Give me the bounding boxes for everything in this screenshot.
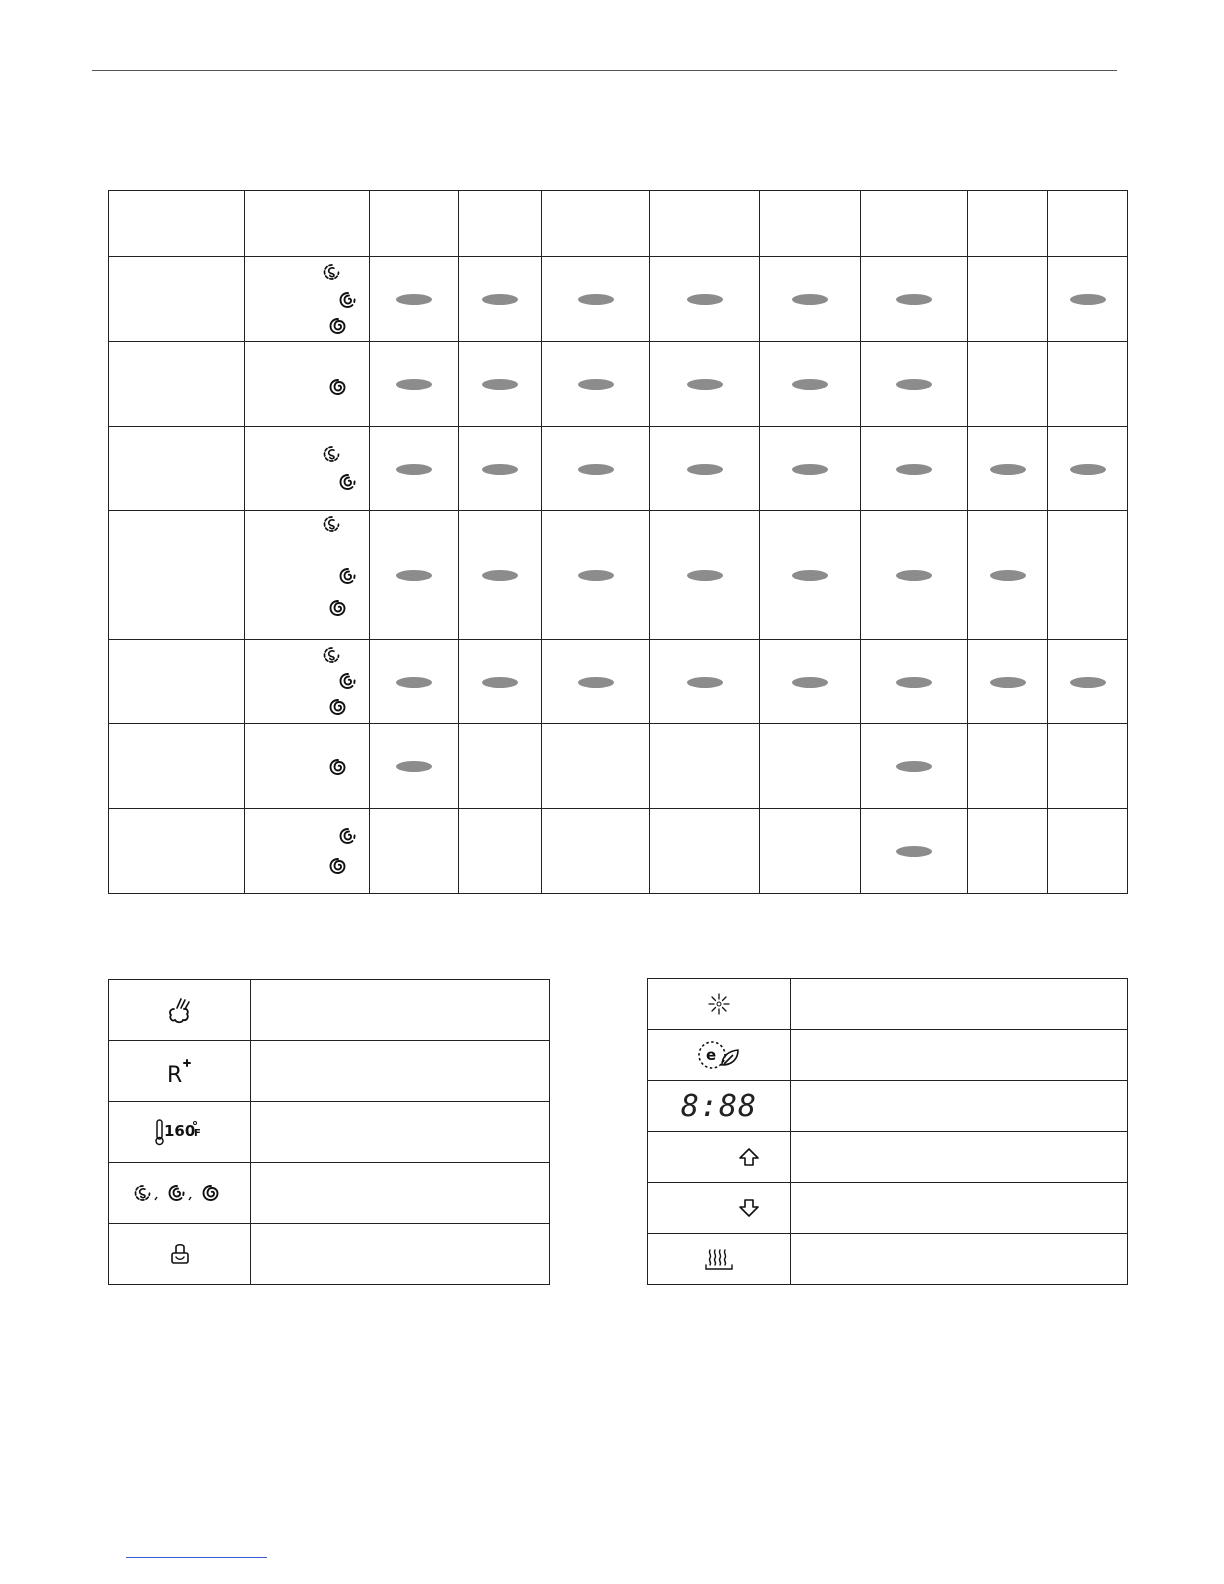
cycle-options-table [108, 190, 1128, 894]
header-cell-soil [245, 191, 370, 257]
table-header-row [109, 191, 1128, 257]
option-cell [861, 427, 968, 511]
option-available-indicator [990, 570, 1026, 581]
header-cell-option [760, 191, 861, 257]
option-available-indicator [482, 464, 518, 475]
option-available-indicator [1070, 677, 1106, 688]
cycle-name-cell [109, 809, 245, 894]
option-cell [760, 511, 861, 640]
header-cell-option [1048, 191, 1128, 257]
option-available-indicator [396, 677, 432, 688]
option-cell [459, 342, 542, 427]
soil-level-cell [245, 640, 370, 724]
legend-row [109, 1041, 550, 1102]
legend-icon-cell [109, 1224, 251, 1285]
legend-description-cell [251, 1224, 550, 1285]
option-cell [370, 640, 459, 724]
option-available-indicator [396, 294, 432, 305]
legend-description-cell [251, 1041, 550, 1102]
option-cell [861, 809, 968, 894]
legend-icon-cell [648, 1234, 791, 1285]
legend-icon-cell [109, 980, 251, 1041]
table-row [109, 257, 1128, 342]
legend-description-cell [791, 1030, 1128, 1081]
option-cell [760, 724, 861, 809]
legend-icon-cell [648, 979, 791, 1030]
cycle-name-cell [109, 257, 245, 342]
option-available-indicator [687, 379, 723, 390]
option-cell [968, 640, 1048, 724]
table-row [109, 427, 1128, 511]
option-cell [968, 257, 1048, 342]
option-available-indicator [578, 379, 614, 390]
soil-level-icons [132, 1180, 228, 1206]
option-cell [542, 640, 650, 724]
option-available-indicator [687, 677, 723, 688]
option-cell [968, 427, 1048, 511]
option-cell [650, 809, 760, 894]
heavy-soil-icon [329, 317, 347, 335]
legend-icon-cell [648, 1132, 791, 1183]
table-row [109, 640, 1128, 724]
option-cell [1048, 511, 1128, 640]
cycle-name-cell [109, 640, 245, 724]
legend-row [648, 1234, 1128, 1285]
light-soil-icon [135, 1186, 149, 1200]
light-soil-icon [323, 263, 341, 281]
option-cell [459, 427, 542, 511]
option-available-indicator [578, 570, 614, 581]
option-cell [542, 427, 650, 511]
option-available-indicator [482, 677, 518, 688]
option-cell [1048, 427, 1128, 511]
option-available-indicator [792, 677, 828, 688]
legend-icon-cell [109, 1163, 251, 1224]
cycle-name-cell [109, 724, 245, 809]
option-available-indicator [896, 570, 932, 581]
option-cell [968, 724, 1048, 809]
legend-row [648, 1081, 1128, 1132]
option-cell [370, 809, 459, 894]
option-available-indicator [396, 379, 432, 390]
option-cell [650, 342, 760, 427]
option-cell [861, 724, 968, 809]
sanitize-temperature-unit: F [193, 1128, 201, 1139]
option-available-indicator [578, 294, 614, 305]
option-cell [459, 724, 542, 809]
option-available-indicator [896, 379, 932, 390]
option-cell [650, 511, 760, 640]
option-available-indicator [792, 294, 828, 305]
option-available-indicator [1070, 464, 1106, 475]
energy-saver-icon [696, 1039, 742, 1071]
heavy-soil-icon [329, 857, 347, 875]
option-cell [968, 511, 1048, 640]
option-available-indicator [578, 464, 614, 475]
option-cell [459, 809, 542, 894]
delay-up-icon [738, 1147, 760, 1167]
cycle-name-cell [109, 427, 245, 511]
legend-icon-cell [648, 1030, 791, 1081]
medium-soil-icon [339, 473, 357, 491]
option-available-indicator [482, 570, 518, 581]
option-cell [760, 640, 861, 724]
option-cell [1048, 257, 1128, 342]
option-cell [370, 724, 459, 809]
medium-soil-icon [339, 672, 357, 690]
legend-row [648, 1030, 1128, 1081]
heavy-soil-icon [329, 758, 347, 776]
indicator-legend-right [647, 978, 1128, 1285]
table-row [109, 511, 1128, 640]
option-available-indicator [990, 464, 1026, 475]
light-soil-icon [323, 515, 341, 533]
header-cell-option [861, 191, 968, 257]
heavy-soil-icon [329, 378, 347, 396]
option-available-indicator [896, 677, 932, 688]
option-cell [1048, 724, 1128, 809]
option-available-indicator [396, 761, 432, 772]
header-cell-cycle [109, 191, 245, 257]
legend-row [648, 1183, 1128, 1234]
legend-row [109, 1102, 550, 1163]
light-soil-icon [323, 646, 341, 664]
footer-link-underline[interactable] [126, 1557, 267, 1558]
option-cell [760, 427, 861, 511]
heated-dry-icon [703, 1246, 735, 1272]
top-page-rule [92, 70, 1117, 71]
option-cell [459, 511, 542, 640]
option-cell [542, 724, 650, 809]
indicator-legend-left [108, 979, 550, 1285]
legend-row [109, 1224, 550, 1285]
option-available-indicator [896, 294, 932, 305]
header-cell-option [968, 191, 1048, 257]
svg-text:e: e [706, 1046, 717, 1064]
table-row [109, 342, 1128, 427]
cycle-name-cell [109, 342, 245, 427]
option-cell [542, 257, 650, 342]
child-lock-icon [167, 1240, 193, 1268]
option-cell [968, 342, 1048, 427]
legend-description-cell [791, 1183, 1128, 1234]
soil-level-cell [245, 427, 370, 511]
steam-icon [166, 995, 194, 1025]
sanitize-temperature-value: 160 [163, 1122, 195, 1140]
legend-row [648, 979, 1128, 1030]
legend-row [109, 1163, 550, 1224]
option-cell [459, 257, 542, 342]
header-cell-option [542, 191, 650, 257]
soil-level-cell [245, 809, 370, 894]
option-available-indicator [482, 379, 518, 390]
option-cell [650, 724, 760, 809]
soil-level-cell [245, 511, 370, 640]
option-cell [1048, 809, 1128, 894]
option-available-indicator [896, 464, 932, 475]
legend-icon-cell [109, 1041, 251, 1102]
soil-level-cell [245, 257, 370, 342]
cycle-name-cell [109, 511, 245, 640]
medium-soil-icon [169, 1186, 183, 1200]
legend-icon-cell [109, 1102, 251, 1163]
legend-description-cell [791, 1132, 1128, 1183]
option-cell [1048, 342, 1128, 427]
legend-description-cell [791, 979, 1128, 1030]
legend-row [109, 980, 550, 1041]
sanitize-160f-icon [154, 1117, 206, 1147]
legend-description-cell [791, 1081, 1128, 1132]
option-cell [370, 427, 459, 511]
option-available-indicator [396, 464, 432, 475]
option-cell [370, 342, 459, 427]
option-cell [760, 809, 861, 894]
option-available-indicator [896, 846, 932, 857]
option-cell [370, 257, 459, 342]
option-cell [760, 257, 861, 342]
soil-level-cell [245, 342, 370, 427]
option-cell [861, 257, 968, 342]
medium-soil-icon [339, 567, 357, 585]
soil-level-cell [245, 724, 370, 809]
option-available-indicator [578, 677, 614, 688]
light-soil-icon [323, 445, 341, 463]
option-cell [542, 809, 650, 894]
heavy-soil-icon [329, 599, 347, 617]
option-cell [760, 342, 861, 427]
option-cell [542, 342, 650, 427]
option-available-indicator [792, 464, 828, 475]
option-cell [542, 511, 650, 640]
option-cell [650, 427, 760, 511]
option-available-indicator [687, 570, 723, 581]
legend-description-cell [251, 980, 550, 1041]
delay-down-icon [738, 1198, 760, 1218]
option-available-indicator [396, 570, 432, 581]
option-available-indicator [896, 761, 932, 772]
option-cell [968, 809, 1048, 894]
rinse-aid-icon [706, 991, 732, 1017]
display-888-icon: 8:88 [680, 1088, 758, 1124]
legend-description-cell [251, 1163, 550, 1224]
medium-soil-icon [339, 291, 357, 309]
table-row [109, 724, 1128, 809]
header-cell-option [370, 191, 459, 257]
heavy-soil-icon [203, 1186, 217, 1200]
option-cell [861, 342, 968, 427]
option-cell [650, 640, 760, 724]
option-available-indicator [687, 464, 723, 475]
option-cell [1048, 640, 1128, 724]
legend-row [648, 1132, 1128, 1183]
option-cell [650, 257, 760, 342]
legend-description-cell [251, 1102, 550, 1163]
option-available-indicator [792, 379, 828, 390]
heavy-soil-icon [329, 698, 347, 716]
option-cell [861, 511, 968, 640]
option-available-indicator [792, 570, 828, 581]
legend-icon-cell [648, 1081, 791, 1132]
rinse-plus-icon [165, 1056, 195, 1086]
option-available-indicator [1070, 294, 1106, 305]
option-available-indicator [990, 677, 1026, 688]
header-cell-option [459, 191, 542, 257]
medium-soil-icon [339, 827, 357, 845]
option-available-indicator [482, 294, 518, 305]
header-cell-option [650, 191, 760, 257]
option-cell [459, 640, 542, 724]
rinse-plus-label: R [166, 1063, 182, 1086]
option-cell [370, 511, 459, 640]
option-cell [861, 640, 968, 724]
legend-description-cell [791, 1234, 1128, 1285]
table-row [109, 809, 1128, 894]
legend-icon-cell [648, 1183, 791, 1234]
option-available-indicator [687, 294, 723, 305]
